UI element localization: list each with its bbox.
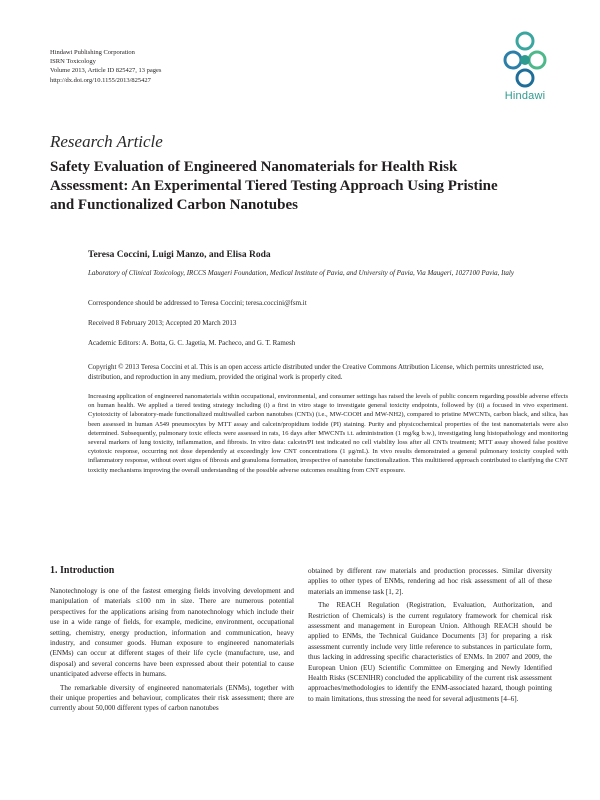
section-heading-introduction: 1. Introduction — [50, 565, 115, 576]
received-dates: Received 8 February 2013; Accepted 20 March 2013 — [88, 319, 237, 327]
abstract: Increasing application of engineered nanomaterials within occupational, environmental, and consumer settings has raised the levels of public concern regarding possible adverse effects on human health. We applied a tiered testing strategy including (i) a first in vitro stage to investigate general toxicity endpoints, followed by (ii) a focused in vivo experiment. Cytotoxicity of laboratory-made functionalized multiwalled carbon nanotubes (CNTs) (i.e., MW-COOH and MW-NH2), compared to pristine MWCNTs, carbon black, and silica, has been assessed in human A549 pneumocytes by MTT assay and calcein/propidium iodide (PI) staining. Purity and physicochemical properties of the test nanomaterials were also determined. Subsequently, pulmonary toxic effects were assessed in rats, 16 days after MWCNTs i.t. administration (1 mg/kg b.w.), investigating lung histopathology and monitoring several markers of lung toxicity, inflammation, and fibrosis. In vitro data: calcein/PI test indicated no cell viability loss after all CNTs treatment; MTT assay showed false positive cytotoxic response, occurring not dose dependently at exceedingly low CNT concentrations (1 μg/mL). In vivo results demonstrated a general pulmonary toxicity coupled with inflammatory response, without overt signs of fibrosis and granuloma formation, irrespective of nanotube functionalization. This multitiered approach contributed to clarifying the CNT toxicity mechanisms improving the overall understanding of the possible adverse outcomes resulting from CNT exposure. — [88, 393, 568, 474]
article-title: Safety Evaluation of Engineered Nanomaterials for Health Risk Assessment: An Experimental Tiered Testing Approach Using Pristine and Functionalized Carbon Nanotubes — [50, 159, 498, 213]
volume-info: Volume 2013, Article ID 825427, 13 pages — [50, 67, 162, 75]
academic-editors: Academic Editors: A. Botta, G. C. Jagetia, M. Pacheco, and G. T. Ramesh — [88, 339, 296, 347]
intro-paragraph: Nanotechnology is one of the fastest emerging fields involving development and manipulation of materials ≤100 nm in size. There are numerous potential perspectives for the applications arising from nanotechnology which include their use in a wide range of fields, for example, medicine, environment, occupational setting, chemistry, energy production, information and communication, heavy industry, and consumer goods. Human exposure to engineered nanomaterials (ENMs) can occur at different stages of their life cycle (manufacture, use, and disposal) and several concerns have been expressed about their potential to cause unanticipated adverse effects in humans. — [50, 587, 294, 679]
logo-wordmark: Hindawi — [504, 90, 546, 102]
intro-paragraph: The REACH Regulation (Registration, Evaluation, Authorization, and Restriction of Chemicals) is the current regulatory framework for chemical risk assessment and management in European Union. Although REACH should be applied to ENMs, the Technical Guidance Documents [3] for preparing a risk assessment currently include very little reference to substances in particulate form, thus lacking in addressing specific characteristics of ENMs. In 2007 and 2009, the European Union (EU) Scientific Committee on Emerging and Newly Identified Health Risks (SCENIHR) concluded the applicability of the current risk assessment approaches/methodologies to identify the ENM-associated hazard, though pointing to main limitations, thus stressing the need for several adjustments [4–6]. — [308, 601, 552, 703]
column-right — [308, 566, 552, 704]
intro-paragraph: obtained by different raw materials and production processes. Similar diversity applies to other types of ENMs, rendering ad hoc risk assessment of all of these materials an immense task [1, 2]. — [308, 567, 552, 596]
column-left — [50, 586, 294, 714]
correspondence: Correspondence should be addressed to Teresa Coccini; teresa.coccini@fsm.it — [88, 299, 307, 307]
intro-paragraph: The remarkable diversity of engineered nanomaterials (ENMs), together with their unique properties and behaviour, complicates their risk assessment; there are currently about 50,000 different types of carbon nanotubes — [50, 683, 294, 713]
journal-name: ISRN Toxicology — [50, 58, 96, 66]
authors: Teresa Coccini, Luigi Manzo, and Elisa Roda — [88, 250, 271, 260]
copyright-notice: Copyright © 2013 Teresa Coccini et al. This is an open access article distributed under the Creative Commons Attribution License, which permits unrestricted use, distribution, and reproduction in any medium, provided the original work is properly cited. — [88, 363, 544, 381]
doi-link[interactable]: http://dx.doi.org/10.1155/2013/825427 — [50, 76, 151, 84]
article-type: Research Article — [50, 132, 163, 151]
journal-metadata — [50, 48, 161, 85]
publisher: Hindawi Publishing Corporation — [50, 49, 135, 56]
hindawi-logo — [497, 30, 553, 108]
affiliation: Laboratory of Clinical Toxicology, IRCCS Maugeri Foundation, Medical Institute of Pavia, and University of Pavia, Via Maugeri, 1027100 Pavia, Italy — [88, 269, 514, 277]
hindawi-logo-icon — [497, 30, 553, 88]
